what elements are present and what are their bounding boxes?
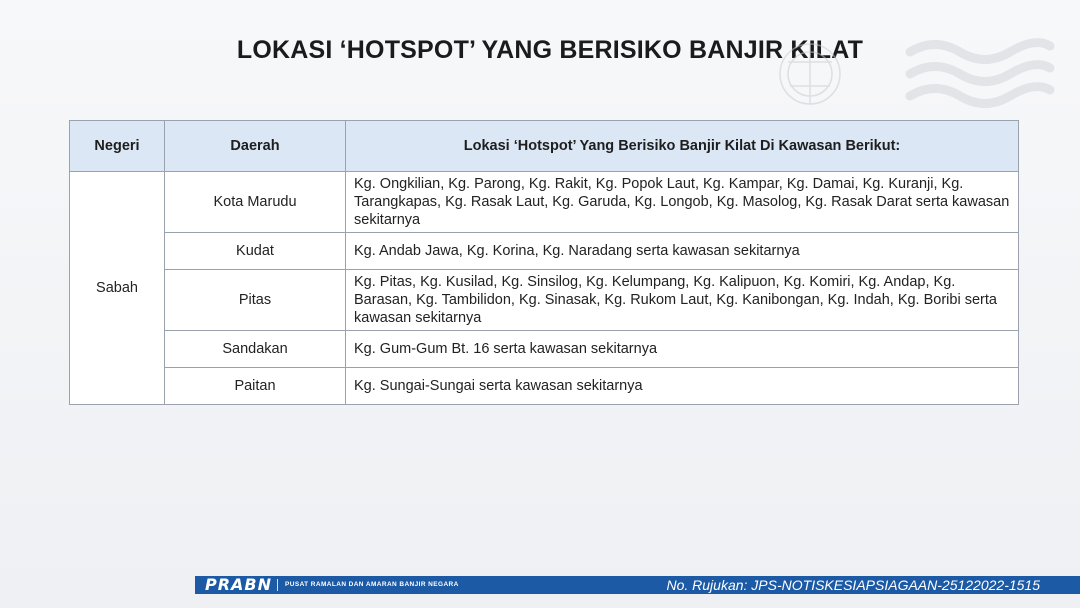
table-row [70,331,1019,368]
header-lokasi: Lokasi ‘Hotspot’ Yang Berisiko Banjir Kilat Di Kawasan Berikut: [346,121,1019,172]
lokasi-cell: Kg. Andab Jawa, Kg. Korina, Kg. Naradang serta kawasan sekitarnya [346,233,1019,270]
lokasi-cell: Kg. Pitas, Kg. Kusilad, Kg. Sinsilog, Kg. Kelumpang, Kg. Kalipuon, Kg. Komiri, Kg. Andap, Kg. Barasan, Kg. Tambilidon, Kg. Sinasak, Kg. Rukom Laut, Kg. Kanibongan, Kg. Indah, Kg. Boribi serta kawasan sekitarnya [346,270,1019,331]
reference-number: No. Rujukan: JPS-NOTISKESIAPSIAGAAN-25122022-1515 [666,577,1040,593]
lokasi-cell: Kg. Ongkilian, Kg. Parong, Kg. Rakit, Kg. Popok Laut, Kg. Kampar, Kg. Damai, Kg. Kuranji, Kg. Tarangkapas, Kg. Rasak Laut, Kg. Garuda, Kg. Longob, Kg. Masolog, Kg. Rasak Darat serta kawasan sekitarnya [346,172,1019,233]
lokasi-cell: Kg. Sungai-Sungai serta kawasan sekitarnya [346,368,1019,405]
header-negeri: Negeri [70,121,165,172]
logo-divider [277,579,278,591]
hotspot-table [69,120,1019,405]
header-daerah: Daerah [165,121,346,172]
prabn-logo: PRABN [205,575,273,594]
table-header-row [70,121,1019,172]
daerah-cell: Pitas [165,270,346,331]
daerah-cell: Kudat [165,233,346,270]
page-title: LOKASI ‘HOTSPOT’ YANG BERISIKO BANJIR KILAT [236,36,864,64]
lokasi-cell: Kg. Gum-Gum Bt. 16 serta kawasan sekitarnya [346,331,1019,368]
daerah-cell: Paitan [165,368,346,405]
logo-subtitle: PUSAT RAMALAN DAN AMARAN BANJIR NEGARA [285,581,459,588]
negeri-cell: Sabah [70,172,165,405]
table-row [70,270,1019,331]
footer-bar [195,576,1080,594]
table-row [70,368,1019,405]
daerah-cell: Sandakan [165,331,346,368]
table-row [70,233,1019,270]
table-row [70,172,1019,233]
jps-crest-wave-icon [750,22,1070,122]
daerah-cell: Kota Marudu [165,172,346,233]
